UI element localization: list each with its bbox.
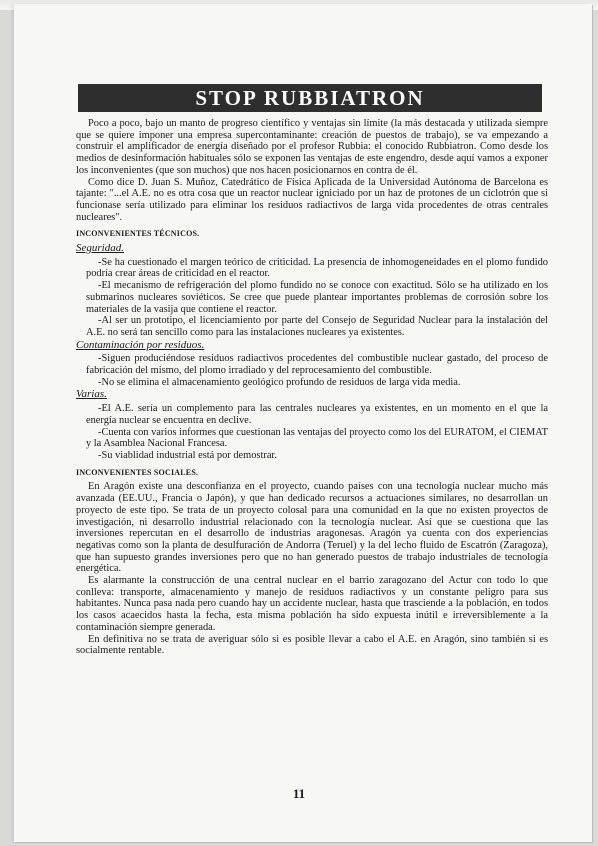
safety-item-2: -El mecanismo de refrigeración del plomo fundido no se conoce con exactitud. Sólo se ha utilizado en los submarinos nucleares soviéticos. Se cree que puede plantear importantes problemas de corrosión sobre los materiales de la vasija que contiene el reactor.	[86, 280, 548, 315]
misc-item-1: -El A.E. sería un complemento para las centrales nucleares ya existentes, en un momento en el que la energía nuclear se encuentra en declive.	[86, 403, 548, 426]
misc-subheading: Varias.	[76, 388, 107, 401]
intro-paragraph-1: Poco a poco, bajo un manto de progreso científico y ventajas sin límite (la más destacada y utilizada siempre que se quiere imponer una empresa supercontaminante: creación de puestos de trabajo), se va empezando a construir el amplificador de energía diseñado por el profesor Rubbia: el conocido Rubbiatron. Como desde los medios de desinformación habituales sólo se exponen las ventajas de este engendro, desde aquí vamos a exponer los inconvenientes (que son muchos) que nos hacen posicionarnos en contra de él.	[76, 118, 548, 176]
intro-paragraph-2: Como dice D. Juan S. Muñoz, Catedrático de Física Aplicada de la Universidad Autónoma de Barcelona es tajante: "...el A.E. no es otra cosa que un reactor nuclear igniciado por un haz de protones de un ciclotrón que si funcionase sería utilizado para eliminar los residuos radiactivos de larga vida procedentes de otras centrales nucleares".	[76, 176, 548, 223]
safety-item-3: -Al ser un prototipo, el licenciamiento por parte del Consejo de Seguridad Nuclear para la instalación del A.E. no será tan sencillo como para las instalaciones nucleares ya existentes.	[86, 315, 548, 338]
waste-subheading: Contaminación por residuos.	[76, 338, 205, 351]
page-number: 11	[292, 786, 306, 801]
article-body	[76, 118, 548, 657]
technical-heading: INCONVENIENTES TÉCNICOS.	[76, 229, 200, 239]
safety-subheading: Seguridad.	[76, 242, 124, 255]
safety-item-1: -Se ha cuestionado el margen teórico de criticidad. La presencia de inhomogeneidades en el plomo fundido podría crear áreas de criticidad en el reactor.	[86, 256, 548, 280]
misc-item-3: -Su viablidad industrial está por demostrar.	[98, 449, 277, 461]
page-banner-title: STOP RUBBIATRON	[78, 84, 542, 112]
social-paragraph-3: En definitiva no se trata de averiguar sólo si es posible llevar a cabo el A.E. en Aragón, sino también si es socialmente rentable.	[76, 633, 548, 657]
misc-item-2: -Cuenta con varios informes que cuestionan las ventajas del proyecto como los del EURATOM, el CIEMAT y la Asamblea Nacional Francesa.	[86, 426, 548, 450]
waste-item-2: -No se elimina el almacenamiento geológico profundo de residuos de larga vida media.	[98, 376, 461, 388]
social-paragraph-2: Es alarmante la construcción de una central nuclear en el barrio zaragozano del Actur con todo lo que conlleva: transporte, almacenamiento y manejo de residuos radiactivos y un constante peligro para sus habitantes. Nunca pasa nada pero cuando hay un accidente nuclear, hasta que trasciende a la población, en todos los casos acaecidos hasta la fecha, esta misma población ha sido expuesta inútil e irreversiblemente a la contaminación siempre generada.	[76, 575, 548, 633]
social-paragraph-1: En Aragón existe una desconfianza en el proyecto, cuando países con una tecnología nuclear mucho más avanzada (EE.UU., Francia o Japón), y que han dedicado recursos a actuaciones similares, no desarrollan un proyecto de este tipo. Se trata de un proyecto colosal para una comunidad en la que no existen proyectos de investigación, ni desarrollo industrial relacionado con la tecnología nuclear. Así que se cuestiona que las inversiones repercutan en el desarrollo de industrias aragonesas. Aragón ya cuenta con dos experiencias negativas como son la planta de desulfuración de Andorra (Teruel) y la del lecho fluido de Escatrón (Zaragoza), que han supuesto grandes inversiones pero que no han generado puestos de trabajo industriales de tecnología energética.	[76, 481, 548, 575]
waste-item-1: -Siguen produciéndose residuos radiactivos procedentes del combustible nuclear gastado, del proceso de fabricación del mismo, del plomo irradiado y del reprocesamiento del combustible.	[86, 353, 548, 377]
social-heading: INCONVENIENTES SOCIALES.	[76, 467, 199, 477]
